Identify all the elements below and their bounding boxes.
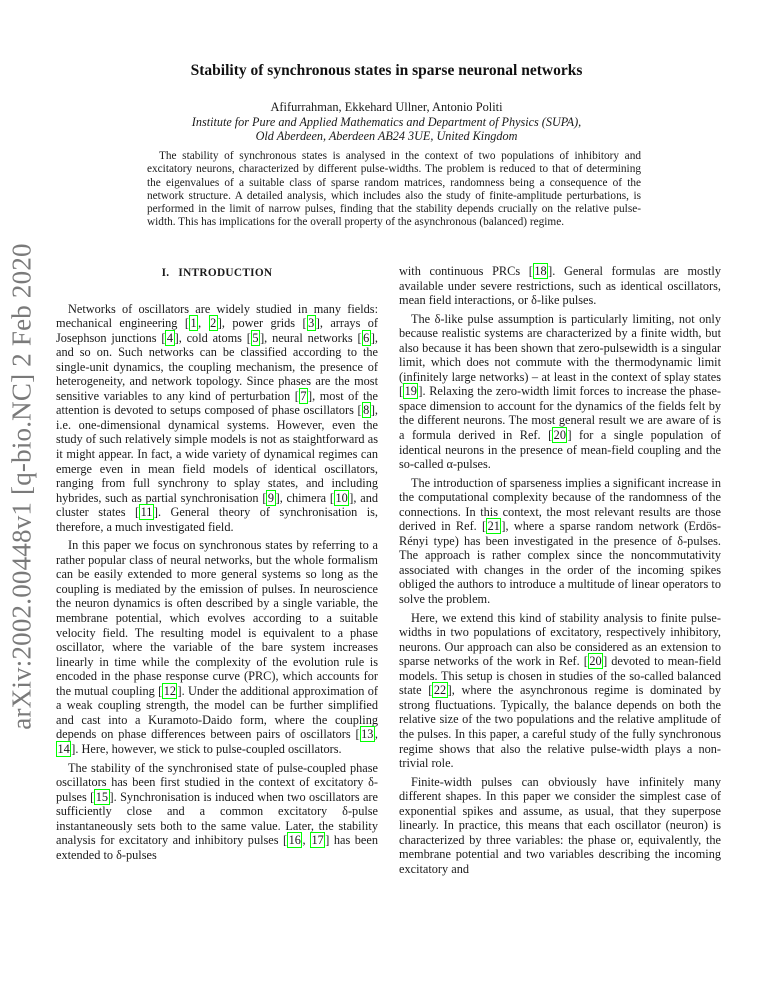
paragraph-text: , where a sparse random network (Erdös-Rényi type) has been investigated in the presence of δ-pulses. The approach is rather complex since the noncommutativity associated with changes in the order of the incoming spikes obliged the authors to introduce a multitude of linear operators to solve the problem. bbox=[399, 519, 721, 607]
paragraph bbox=[399, 775, 721, 877]
citation-link[interactable]: 11 bbox=[140, 505, 153, 520]
paragraph-text: . Under the additional approximation of a weak coupling strength, the model can be further simplified and cast into a Kuramoto-Daido form, where the coupling depends on phase differences between pairs of oscillators bbox=[56, 683, 378, 742]
paragraph: Networks of oscillators are widely studied in many fields: mechanical engineering [ 1 , 2 ], power grids [ 3 ], arrays of Josephson junctions [ 4 ], cold atoms [ 5 ], neural networks [ 6 ], and so on. Such networks can be classified according to the single-unit dynamics, the coupling mechanism, the presence of heterogeneity, and network topology. Since phases are the most sensitive variables to any kind of perturbation [ 7 ], most of the attention is devoted to setups composed of phase oscillators [ 8 ], i.e. one-dimensional dynamical systems. However, even the study of such relatively simple models is not as staightforward as it might appear. In fact, a wide variety of dynamical regimes can emerge even in mean field models of identical oscillators, ranging from full synchrony to splay states, and including hybrides, such as partial synchronisation [ 9 ], chimera [ 10 ], and cluster states [ 11 ]. General theory of synchronisation is, therefore, a much investigated field. bbox=[56, 301, 379, 534]
paragraph-text: . General formulas are mostly available under severe restrictions, such as identical oscillators, mean field interactions, or δ-like pulses. bbox=[399, 264, 721, 308]
left-column bbox=[56, 266, 378, 866]
paragraph-text: has been extended to δ-pulses bbox=[56, 833, 378, 862]
paragraph-text: with continuous PRCs bbox=[399, 264, 529, 278]
paragraph-text: The introduction of sparseness implies a significant increase in the computational complexity because of the randomness of the connections. In this context, the most relevant results are those derived in Ref. bbox=[399, 475, 721, 534]
paragraph-text: Here, we extend this kind of stability analysis to finite pulse-widths in two populations of excitatory, respectively inhibitory, neurons. Our approach can also be considered as an extension to sparse networks of the work in Ref. bbox=[399, 610, 721, 669]
citation-link[interactable]: 8 bbox=[363, 403, 370, 418]
citation-link[interactable]: 18 bbox=[534, 264, 547, 278]
paragraph: Here, we extend this kind of stability analysis to finite pulse-widths in two populations of excitatory, respectively inhibitory, neurons. Our approach can also be considered as an extension to sparse networks of the work in Ref. [ 20 ] devoted to mean-field models. This setup is chosen in studies of the so-called balanced state [ 22 ], where the asynchronous regime is dominated by strong fluctuations. Typically, the balance depends on both the relative size of the two populations and the relative amplitude of the pulses. In this paper, a careful study of the fully synchronous regime shows that also the relative pulse-width plays a non-trivial role. bbox=[399, 610, 722, 771]
paper-header bbox=[0, 62, 773, 143]
paragraph-text: devoted to mean-field models. This setup is chosen in studies of the so-called balanced state bbox=[399, 654, 721, 698]
paragraph-text: Networks of oscillators are widely studied in many fields: mechanical engineering bbox=[56, 301, 378, 331]
citation-link[interactable]: 10 bbox=[335, 490, 348, 505]
section-title: INTRODUCTION bbox=[178, 267, 273, 279]
citation-link[interactable]: 14 bbox=[57, 741, 70, 756]
paragraph-text: , cold atoms bbox=[178, 330, 247, 345]
paragraph: In this paper we focus on synchronous states by referring to a rather popular class of neural networks, but the whole formalism can be easily extended to more general systems so long as the coupling is mediated by the emission of pulses. In neuroscience the neuron dynamics is often described by a single variable, the membrane potential, which evolves according to a suitable velocity field. The resulting model is equivalent to a phase oscillator, where the variable of the bare system increases linearly in time while the complexity of the evolution rule is encoded in the phase response curve (PRC), which accounts for the mutual coupling [ 12 ]. Under the additional approximation of a weak coupling strength, the model can be further simplified and cast into a Kuramoto-Daido form, where the coupling depends on phase differences between pairs of oscillators [ 13 , 14 ]. Here, however, we stick to pulse-coupled oscillators. bbox=[56, 538, 378, 756]
citation-link[interactable]: 13 bbox=[361, 727, 374, 742]
paragraph-text: , and cluster states bbox=[56, 490, 378, 520]
citation-link[interactable]: 16 bbox=[288, 833, 301, 848]
paragraph-text: , power grids bbox=[221, 316, 303, 331]
citation-link[interactable]: 12 bbox=[163, 683, 176, 698]
paragraph-text: , i.e. one-dimensional dynamical systems. However, even the study of such relatively simple models is not as staightforward as it might appear. In fact, a wide variety of dynamical regimes can emerge even in mean field models of identical oscillators, ranging from full synchrony to splay states, and including hybrides, such as partial synchronisation bbox=[56, 403, 378, 505]
author-list: Afifurrahman, Ekkehard Ullner, Antonio Politi bbox=[270, 100, 503, 114]
section-number: I. bbox=[161, 267, 170, 279]
paragraph: with continuous PRCs [ 18 ]. General formulas are mostly available under severe restrictions, such as identical oscillators, mean field interactions, or δ-like pulses. bbox=[399, 264, 721, 308]
paragraph: The introduction of sparseness implies a significant increase in the computational complexity because of the randomness of the connections. In this context, the most relevant results are those derived in Ref. [ 21 ], where a sparse random network (Erdös-Rényi type) has been investigated in the presence of δ-pulses. The approach is rather complex since the noncommutativity associated with changes in the order of the incoming spikes obliged the authors to introduce a multitude of linear operators to solve the problem. bbox=[399, 475, 721, 607]
arxiv-identifier-stamp bbox=[4, 242, 40, 730]
paragraph-text: , arrays of Josephson junctions bbox=[56, 316, 379, 345]
citation-link[interactable]: 9 bbox=[267, 490, 275, 505]
paragraph-text: , bbox=[374, 727, 378, 742]
citation-link[interactable]: 20 bbox=[589, 654, 602, 669]
paragraph-text: In this paper we focus on synchronous states by referring to a rather popular class of neural networks, but the whole formalism can be easily extended to more general systems so long as the coupling is mediated by the emission of pulses. In neuroscience the neuron dynamics is often described by a single variable, the membrane potential, which evolves according to a suitable velocity field. The resulting model is equivalent to a phase oscillator, where the variable of the bare system increases linearly in time while the complexity of the evolution rule is encoded in the phase response curve (PRC), which accounts for the mutual coupling bbox=[56, 538, 378, 698]
affiliation-line-1: Institute for Pure and Applied Mathematics and Department of Physics (SUPA), bbox=[191, 115, 582, 129]
paragraph-text: The stability of the synchronised state of pulse-coupled phase oscillators has been first studied in the context of excitatory δ-pulses bbox=[56, 760, 378, 804]
citation-link[interactable]: 3 bbox=[308, 316, 315, 331]
paragraph-text: Finite-width pulses can obviously have infinitely many different shapes. In this paper we consider the simplest case of exponential spikes and assume, as usual, that they superpose linearly. In practice, this means that each oscillator (neuron) is characterized by three variables: the phase or, equivalently, the membrane potential and two variables describing the incoming excitatory and bbox=[399, 774, 721, 876]
paragraph-text: , bbox=[302, 833, 310, 848]
citation-link[interactable]: 19 bbox=[404, 384, 417, 399]
abstract: The stability of synchronous states is analysed in the context of two populations of inhibitory and excitatory neurons, characterized by different pulse-widths. The problem is reduced to that of determining the eigenvalues of a suitable class of sparse random matrices, randomness being a consequence of the network structure. A detailed analysis, which includes also the study of finite-amplitude perturbations, is performed in the limit of narrow pulses, finding that the stability depends crucially on the relative pulse-width. This has implications for the overall property of the asynchronous (balanced) regime. bbox=[147, 150, 641, 229]
paper-title: Stability of synchronous states in sparse neuronal networks bbox=[190, 62, 583, 79]
citation-link[interactable]: 17 bbox=[311, 833, 324, 848]
paragraph: The δ-like pulse assumption is particularly limiting, not only because realistic systems are characterized by a finite width, but also because it has been shown that zero-pulsewidth is a singular limit, which does not commute with the thermodynamic limit (infinitely large networks) – at least in the context of splay states [ 19 ]. Relaxing the zero-width limit forces to increase the phase-space dimension to account for the dynamics of the fields felt by the different neurons. The most general result we are aware of is a formula derived in Ref. [ 20 ] for a single population of identical neurons in the presence of mean-field coupling and the so-called α-pulses. bbox=[399, 311, 721, 472]
citation-link[interactable]: 1 bbox=[190, 316, 197, 331]
citation-link[interactable]: 15 bbox=[95, 789, 109, 804]
paragraph-text: . Synchronisation is induced when two oscillators are sufficiently close and a common excitatory δ-pulse instantaneously sets both to the same value. Later, the stability analysis for excitatory and inhibitory pulses bbox=[56, 789, 378, 848]
citation-link[interactable]: 5 bbox=[252, 330, 259, 345]
arxiv-identifier-text: arXiv:2002.00448v1 [q-bio.NC] 2 Feb 2020 bbox=[6, 242, 37, 730]
citation-link[interactable]: 2 bbox=[210, 316, 217, 331]
paragraph-text: , neural networks bbox=[264, 330, 358, 345]
citation-link[interactable]: 6 bbox=[363, 330, 370, 345]
paragraph-text: for a single population of identical neurons in the presence of mean-field coupling and the so-called α-pulses. bbox=[399, 428, 721, 472]
paragraph-text: . Here, however, we stick to pulse-coupled oscillators. bbox=[75, 741, 342, 756]
citation-link[interactable]: 4 bbox=[166, 330, 174, 345]
citation-link[interactable]: 21 bbox=[487, 519, 500, 534]
paragraph-text: , chimera bbox=[279, 490, 330, 505]
paragraph-text: , most of the attention is devoted to setups composed of phase oscillators bbox=[56, 388, 378, 418]
paragraph-text: , bbox=[198, 316, 209, 331]
paragraph-text: . Relaxing the zero-width limit forces to increase the phase-space dimension to account for the dynamics of the fields felt by the different neurons. The most general result we are aware of is a formula derived in Ref. bbox=[399, 384, 721, 443]
paragraph: The stability of the synchronised state of pulse-coupled phase oscillators has been first studied in the context of excitatory δ-pulses [ 15 ]. Synchronisation is induced when two oscillators are sufficiently close and a common excitatory δ-pulse instantaneously sets both to the same value. Later, the stability analysis for excitatory and inhibitory pulses [ 16 , 17 ] has been extended to δ-pulses bbox=[56, 760, 378, 862]
paragraph-text: . General theory of synchronisation is, therefore, a much investigated field. bbox=[56, 505, 378, 534]
citation-link[interactable]: 20 bbox=[553, 428, 566, 443]
paragraph-text: , and so on. Such networks can be classified according to the single-unit dynamics, the coupling mechanism, the presence of heterogeneity, and network topology. Since phases are the most sensitive variables to any kind of perturbation bbox=[56, 330, 378, 403]
paragraph-text: , where the asynchronous regime is dominated by strong fluctuations. Typically, the balance depends on both the relative size of the two populations and the relative amplitude of the pulses. In this paper, a careful study of the fully synchronous regime shows that also the relative pulse-width plays a non-trivial role. bbox=[399, 683, 722, 771]
right-column bbox=[399, 264, 721, 880]
citation-link[interactable]: 7 bbox=[300, 388, 307, 403]
citation-link[interactable]: 22 bbox=[433, 683, 447, 698]
paragraph-text: The δ-like pulse assumption is particularly limiting, not only because realistic systems are characterized by a finite width, but also because it has been shown that zero-pulsewidth is a singular limit, which does not commute with the thermodynamic limit (infinitely large networks) – at least in the context of splay states bbox=[399, 311, 721, 384]
section-heading bbox=[56, 266, 378, 281]
affiliation-line-2: Old Aberdeen, Aberdeen AB24 3UE, United Kingdom bbox=[255, 129, 518, 143]
